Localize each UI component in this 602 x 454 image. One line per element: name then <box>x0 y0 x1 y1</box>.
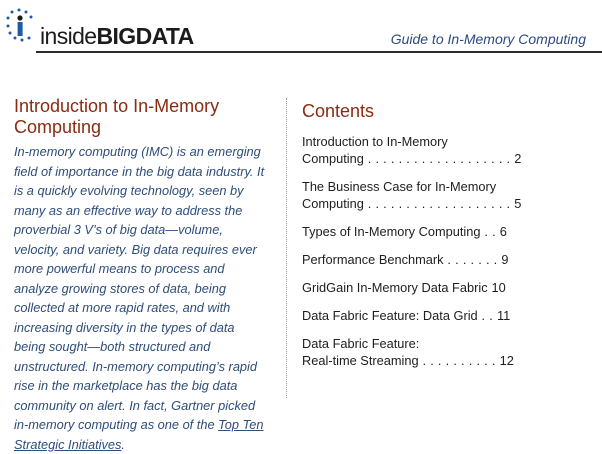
insidebigdata-logo-icon <box>6 8 36 42</box>
toc-leader-dots: . . <box>480 224 500 239</box>
toc-item[interactable] <box>302 335 602 369</box>
toc-item[interactable] <box>302 223 602 240</box>
toc-item[interactable] <box>302 307 602 324</box>
toc-item[interactable] <box>302 178 602 212</box>
toc-page-number: 11 <box>496 308 511 323</box>
intro-paragraph <box>14 142 268 454</box>
toc-item-title: Real-time Streaming <box>302 353 419 368</box>
toc-item[interactable] <box>302 251 602 268</box>
toc-item[interactable] <box>302 133 602 167</box>
toc-item-entry-line <box>302 150 602 167</box>
toc-page-number: 9 <box>501 252 509 267</box>
toc-item-entry-line <box>302 251 602 268</box>
toc-item-title: Performance Benchmark <box>302 252 444 267</box>
toc-item-title: Computing <box>302 151 364 166</box>
intro-body-text: In-memory computing (IMC) is an emerging field of importance in the big data industry. It is a quickly evolving technology, seen by many as an effective way to address the proverbial 3 V’s of big data—volume, velocity, and variety. Big data requires ever more powerful means to process and analyze growing stores of data, being collected at more rapid rates, and with increasing diversity in the types of data being sought—both structured and unstructured. In-memory computing’s rapid rise in the marketplace has the big data community on alert. In fact, Gartner picked in-memory computing as one of the <box>14 144 265 432</box>
top-ten-strategic-initiatives-link[interactable]: Top Ten Strategic Initiatives <box>14 417 264 452</box>
column-divider <box>286 98 287 398</box>
toc-item-entry-line <box>302 352 602 369</box>
toc-item-title-line: The Business Case for In-Memory <box>302 179 497 194</box>
toc-item-title: Computing <box>302 196 364 211</box>
logo-brand: BIGDATA <box>96 23 194 49</box>
toc-page-number: 6 <box>499 224 507 239</box>
toc-page-number: 5 <box>514 196 522 211</box>
toc-page-number: 2 <box>514 151 522 166</box>
guide-title: Guide to In-Memory Computing <box>390 31 586 47</box>
toc-item[interactable] <box>302 279 602 296</box>
logo-prefix: inside <box>40 23 97 49</box>
toc-leader-dots: . . <box>477 308 497 323</box>
header-rule <box>36 51 602 53</box>
toc-item-entry-line <box>302 279 602 296</box>
toc-item-entry-line <box>302 195 602 212</box>
intro-heading: Introduction to In-Memory Computing <box>14 96 220 137</box>
intro-column <box>14 96 268 454</box>
contents-heading: Contents <box>302 101 375 121</box>
toc-leader-dots: . . . . . . . . . . <box>418 353 500 368</box>
toc-leader-dots: . . . . . . . . . . . . . . . . . . . <box>363 151 515 166</box>
contents-column <box>302 100 602 380</box>
toc-leader-dots: . . . . . . . <box>443 252 502 267</box>
logo-wordmark <box>40 23 194 49</box>
toc-item-title: Types of In-Memory Computing <box>302 224 481 239</box>
toc-item-title: Data Fabric Feature: Data Grid <box>302 308 478 323</box>
toc-item-title-line: Introduction to In-Memory <box>302 134 448 149</box>
toc-item-entry-line <box>302 223 602 240</box>
page-header <box>0 0 602 56</box>
toc-page-number: 12 <box>499 353 514 368</box>
toc-item-title-line: Data Fabric Feature: <box>302 336 420 351</box>
toc-page-number: 10 <box>491 280 506 295</box>
toc-item-entry-line <box>302 307 602 324</box>
intro-end-punctuation: . <box>121 436 125 452</box>
toc-leader-dots: . . . . . . . . . . . . . . . . . . . <box>363 196 515 211</box>
toc-item-title: GridGain In-Memory Data Fabric <box>302 280 488 295</box>
